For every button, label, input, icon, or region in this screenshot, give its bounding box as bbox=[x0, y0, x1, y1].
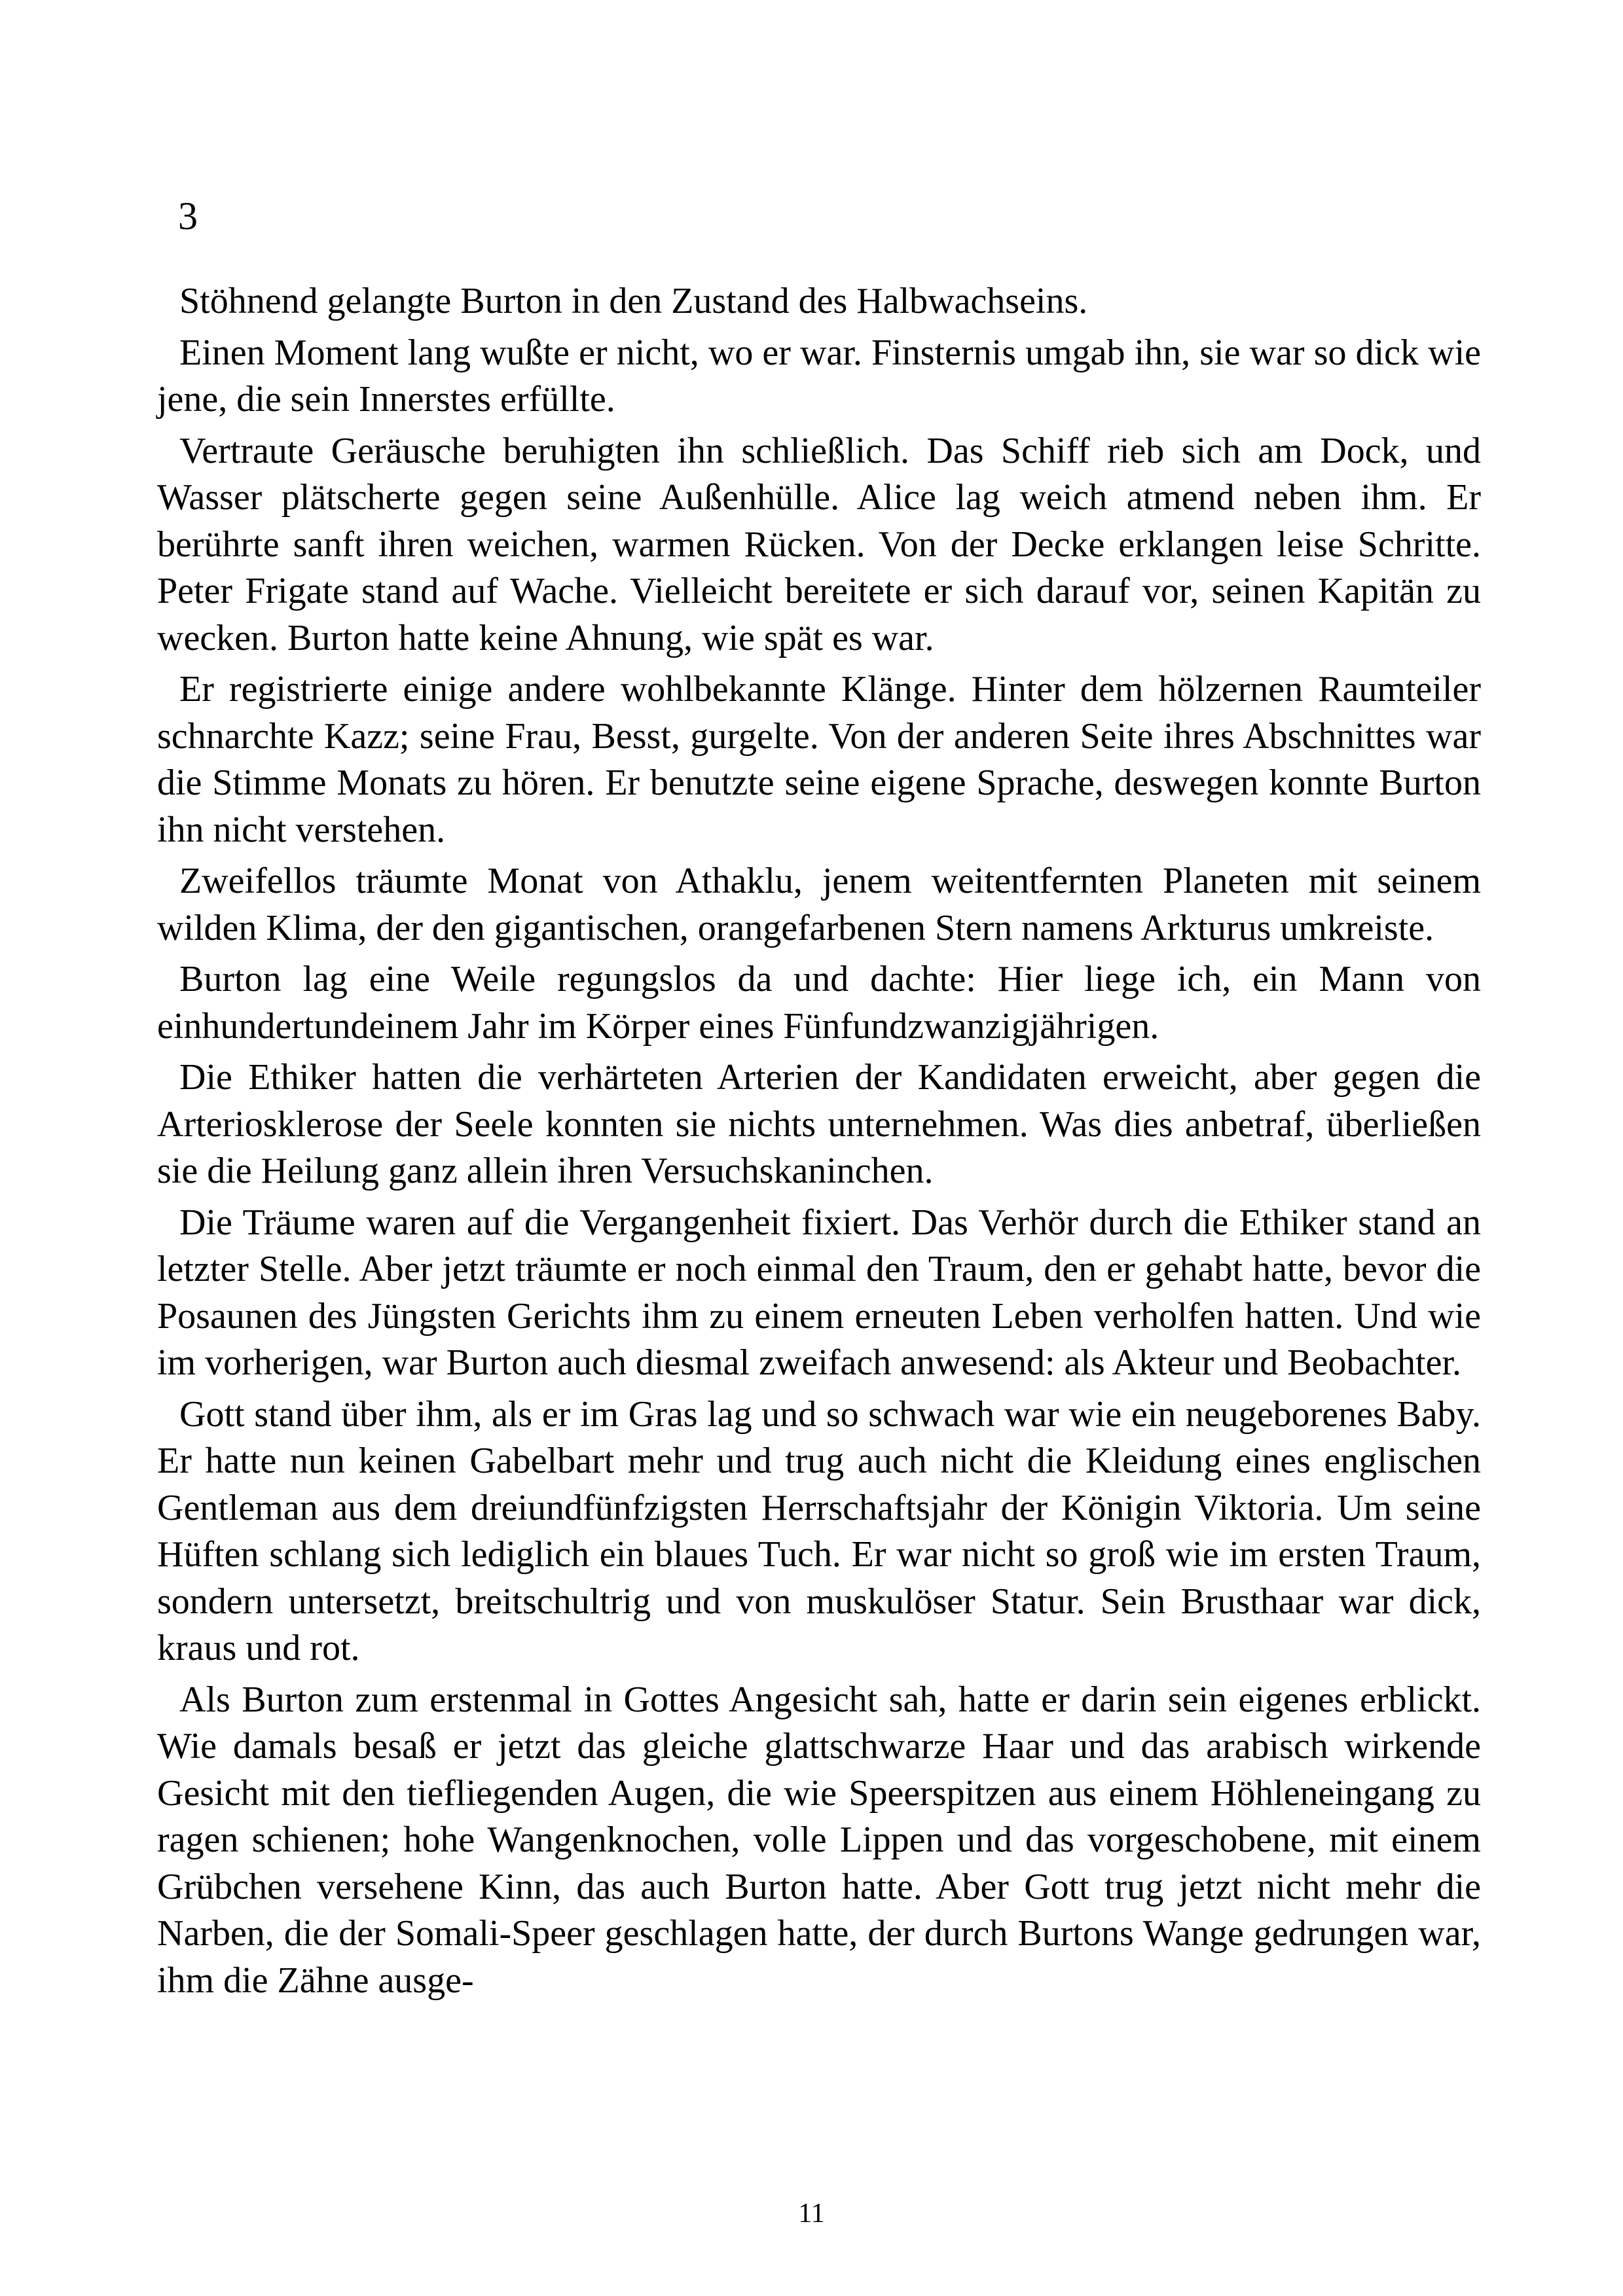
chapter-number: 3 bbox=[178, 194, 198, 238]
paragraph: Als Burton zum erstenmal in Gottes Angesicht sah, hatte er darin sein eigenes erblickt. Wie damals besaß er jetzt das gleiche glattschwarze Haar und das arabisch wirkende Gesicht mit den tiefliegenden Augen, die wie Speerspitzen aus einem Höhleneingang zu ragen schienen; hohe Wangenknochen, volle Lippen und das vorgeschobene, mit einem Grübchen versehene Kinn, das auch Burton hatte. Aber Gott trug jetzt nicht mehr die Narben, die der Somali-Speer geschlagen hatte, der durch Burtons Wange gedrungen war, ihm die Zähne ausge- bbox=[157, 1679, 1481, 2001]
paragraph: Die Ethiker hatten die verhärteten Arterien der Kandidaten erweicht, aber gegen die Arteriosklerose der Seele konnten sie nichts unternehmen. Was dies anbetraf, überließen sie die Heilung ganz allein ihren Versuchskaninchen. bbox=[157, 1057, 1481, 1191]
page-number: 11 bbox=[798, 2198, 825, 2229]
paragraph: Vertraute Geräusche beruhigten ihn schließlich. Das Schiff rieb sich am Dock, und Wasser plätscherte gegen seine Außenhülle. Alice lag weich atmend neben ihm. Er berührte sanft ihren weichen, warmen Rücken. Von der Decke erklangen leise Schritte. Peter Frigate stand auf Wache. Vielleicht bereitete er sich darauf vor, seinen Kapitän zu wecken. Burton hatte keine Ahnung, wie spät es war. bbox=[157, 430, 1481, 658]
paragraph: Burton lag eine Weile regungslos da und dachte: Hier liege ich, ein Mann von einhundertundeinem Jahr im Körper eines Fünfundzwanzigjährigen. bbox=[157, 959, 1481, 1047]
paragraph: Zweifellos träumte Monat von Athaklu, jenem weitentfernten Planeten mit seinem wilden Klima, der den gigantischen, orangefarbenen Stern namens Arkturus umkreiste. bbox=[157, 861, 1481, 948]
paragraph: Stöhnend gelangte Burton in den Zustand des Halbwachseins. bbox=[179, 281, 1088, 321]
paragraph: Einen Moment lang wußte er nicht, wo er war. Finsternis umgab ihn, sie war so dick wie jene, die sein Innerstes erfüllte. bbox=[157, 332, 1481, 420]
body-text bbox=[157, 278, 1481, 2004]
paragraph: Die Träume waren auf die Vergangenheit fixiert. Das Verhör durch die Ethiker stand an letzter Stelle. Aber jetzt träumte er noch einmal den Traum, den er gehabt hatte, bevor die Posaunen des Jüngsten Gerichts ihm zu einem erneuten Leben verholfen hatten. Und wie im vorherigen, war Burton auch diesmal zweifach anwesend: als Akteur und Beobachter. bbox=[157, 1202, 1481, 1383]
paragraph: Er registrierte einige andere wohlbekannte Klänge. Hinter dem hölzernen Raumteiler schnarchte Kazz; seine Frau, Besst, gurgelte. Von der anderen Seite ihres Abschnittes war die Stimme Monats zu hören. Er benutzte seine eigene Sprache, deswegen konnte Burton ihn nicht verstehen. bbox=[157, 669, 1481, 850]
paragraph: Gott stand über ihm, als er im Gras lag und so schwach war wie ein neugeborenes Baby. Er hatte nun keinen Gabelbart mehr und trug auch nicht die Kleidung eines englischen Gentleman aus dem dreiundfünfzigsten Herrschaftsjahr der Königin Viktoria. Um seine Hüften schlang sich lediglich ein blaues Tuch. Er war nicht so groß wie im ersten Traum, sondern untersetzt, breitschultrig und von muskulöser Statur. Sein Brusthaar war dick, kraus und rot. bbox=[157, 1393, 1481, 1668]
